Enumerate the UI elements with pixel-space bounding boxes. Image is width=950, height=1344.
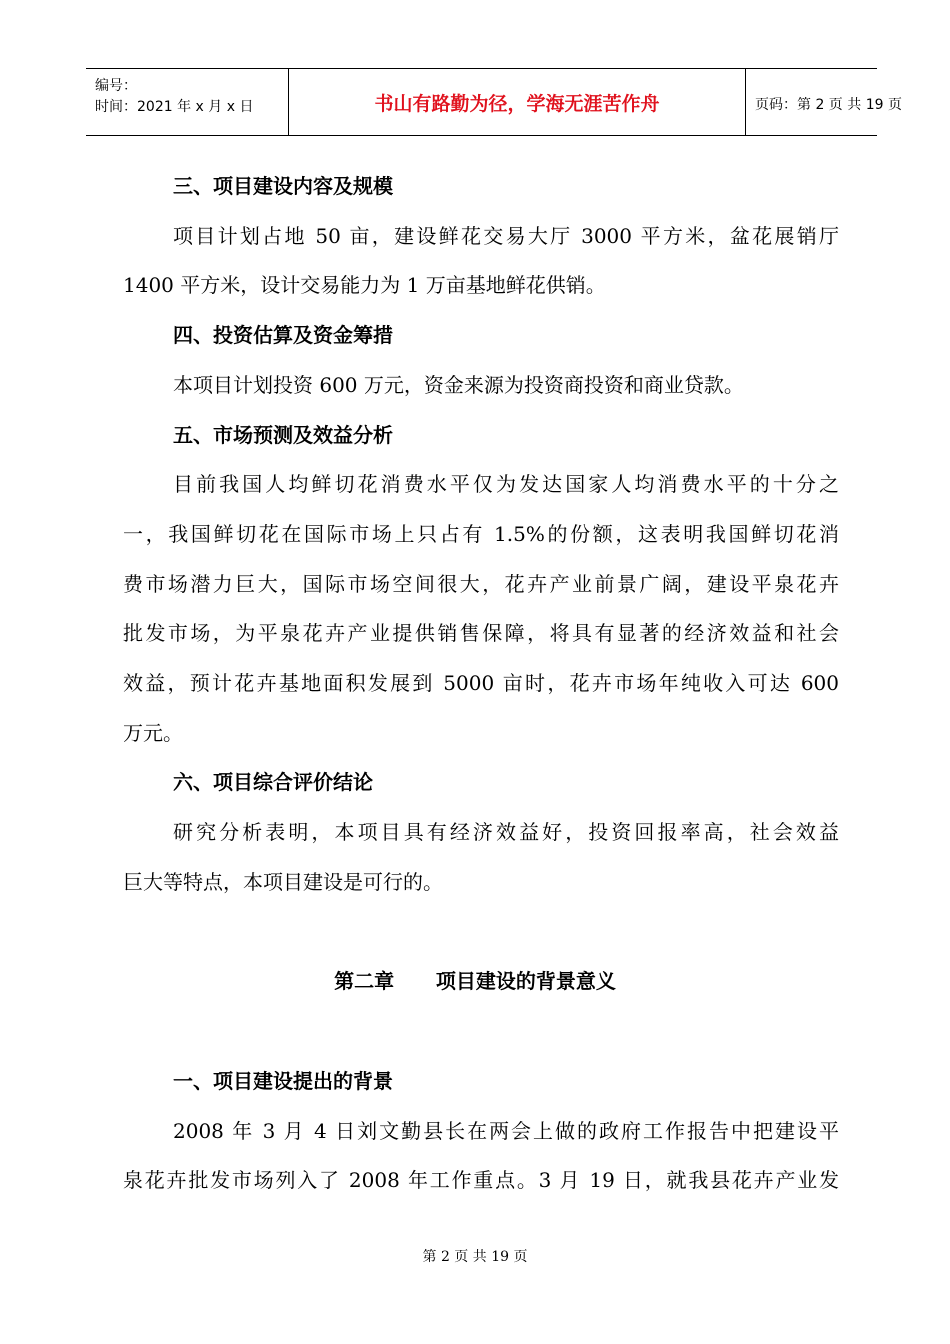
header-meta-cell [86, 69, 288, 135]
header-motto: 书山有路勤为径，学海无涯苦作舟 [374, 93, 660, 115]
paragraph-line: 效益，预计花卉基地面积发展到 5000 亩时，花卉市场年纯收入可达 600 [123, 671, 839, 695]
paragraph-line: 目前我国人均鲜切花消费水平仅为发达国家人均消费水平的十分之 [173, 472, 839, 496]
section-heading: 三、项目建设内容及规模 [173, 174, 393, 198]
paragraph-line: 本项目计划投资 600 万元，资金来源为投资商投资和商业贷款。 [173, 373, 744, 397]
paragraph-line: 万元。 [123, 721, 183, 745]
chapter-title: 第二章 项目建设的背景意义 [334, 969, 616, 993]
paragraph-line: 费市场潜力巨大，国际市场空间很大，花卉产业前景广阔，建设平泉花卉 [123, 572, 839, 596]
paragraph-line: 项目计划占地 50 亩，建设鲜花交易大厅 3000 平方米，盆花展销厅 [173, 224, 839, 248]
document-time-label: 时间：2021 年 x 月 x 日 [95, 99, 254, 115]
section-heading: 一、项目建设提出的背景 [173, 1069, 393, 1093]
paragraph-line: 泉花卉批发市场列入了 2008 年工作重点。3 月 19 日，就我县花卉产业发 [123, 1168, 839, 1192]
section-heading: 四、投资估算及资金筹措 [173, 323, 393, 347]
document-number-label: 编号： [95, 78, 137, 94]
header-page-info: 页码：第 2 页 共 19 页 [755, 97, 902, 113]
header-page-cell [746, 69, 902, 135]
header-motto-cell [288, 69, 746, 135]
page-footer: 第 2 页 共 19 页 [422, 1249, 528, 1265]
paragraph-line: 一，我国鲜切花在国际市场上只占有 1.5%的份额，这表明我国鲜切花消 [123, 522, 839, 546]
section-heading: 五、市场预测及效益分析 [173, 423, 393, 447]
page-header [86, 68, 902, 136]
paragraph-line: 2008 年 3 月 4 日刘文勤县长在两会上做的政府工作报告中把建设平 [173, 1119, 839, 1143]
paragraph-line: 批发市场，为平泉花卉产业提供销售保障，将具有显著的经济效益和社会 [123, 621, 839, 645]
paragraph-line: 研究分析表明，本项目具有经济效益好，投资回报率高，社会效益 [173, 820, 839, 844]
section-heading: 六、项目综合评价结论 [173, 770, 373, 794]
paragraph-line: 巨大等特点，本项目建设是可行的。 [123, 870, 443, 894]
paragraph-line: 1400 平方米，设计交易能力为 1 万亩基地鲜花供销。 [123, 273, 606, 297]
